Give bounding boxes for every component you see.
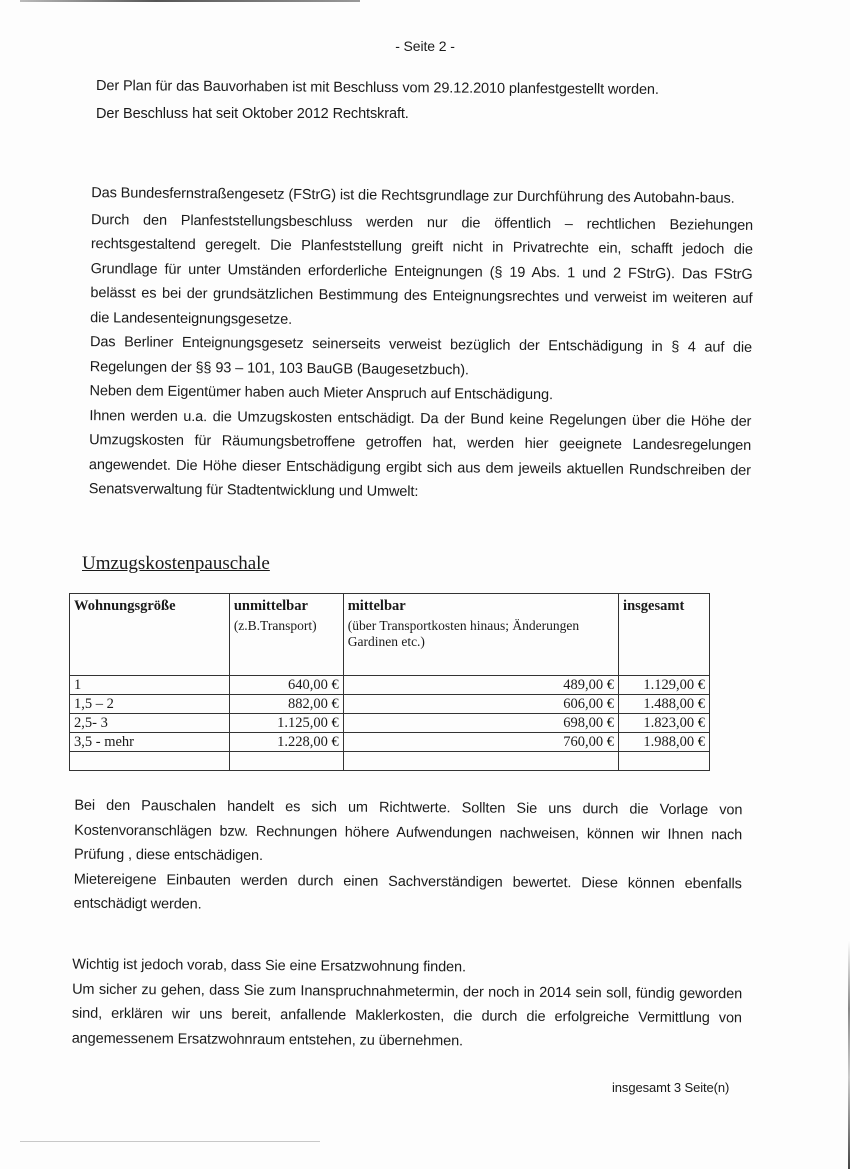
table-row bbox=[70, 714, 710, 733]
empty-cell bbox=[229, 752, 343, 771]
table-row bbox=[70, 676, 710, 695]
paragraph-berliner-enteignungsgesetz: Das Berliner Enteignungsgesetz seinerseits verweist bezüglich der Entschädigung in § 4 auf die Regelungen der §§ 93 – 101, 103 BauGB (Baugesetzbuch). bbox=[89, 334, 753, 378]
cell-unmittelbar: 1.125,00 € bbox=[229, 714, 343, 733]
scan-edge-top bbox=[20, 0, 360, 2]
paragraph-ersatzwohnung: Wichtig ist jedoch vorab, dass Sie eine Ersatzwohnung finden. bbox=[72, 956, 467, 976]
table-heading: Umzugskostenpauschale bbox=[82, 553, 270, 574]
table-row-empty bbox=[70, 752, 710, 771]
table-row bbox=[70, 733, 710, 752]
cell-unmittelbar: 882,00 € bbox=[229, 695, 343, 714]
cell-size: 1 bbox=[70, 676, 230, 695]
column-header-wohnungsgroesse: Wohnungsgröße bbox=[70, 594, 230, 676]
body-text-block bbox=[89, 181, 754, 507]
intro-line-1: Der Plan für das Bauvorhaben ist mit Beschluss vom 29.12.2010 planfestgestellt worden. bbox=[95, 78, 659, 98]
paragraph-umzugskosten: Ihnen werden u.a. die Umzugskosten entschädigt. Da der Bund keine Regelungen über die Höhe der Umzugskosten für Räumungsbetroffene getroffen hat, werden hier geeignete Landesregelungen angewendet. Die Höhe dieser Entschädigung ergibt sich aus dem jeweils aktuellen Rundschreiben der Senatsverwaltung für Stadtentwicklung und Umwelt: bbox=[88, 407, 752, 500]
intro-line-2: Der Beschluss hat seit Oktober 2012 Rechtskraft. bbox=[96, 106, 409, 122]
paragraph-richtwerte: Bei den Pauschalen handelt es sich um Richtwerte. Sollten Sie uns durch die Vorlage von Kostenvoranschlägen bzw. Rechnungen höhere Aufwendungen nachweisen, können wir Ihnen nach Prüfung , diese entschädigen. bbox=[73, 797, 743, 864]
empty-cell bbox=[343, 752, 618, 771]
paragraph-maklerkosten: Um sicher zu gehen, dass Sie zum Inanspruchnahmetermin, der noch in 2014 sein soll, fündig geworden sind, erklären wir uns bereit, anfallende Maklerkosten, die durch die erfolgreiche Vermittlung von angemessenem Ersatzwohnraum entstehen, zu übernehmen. bbox=[71, 981, 743, 1049]
umzugskosten-table bbox=[69, 593, 710, 771]
page-count-footer: insgesamt 3 Seite(n) bbox=[612, 1080, 730, 1095]
cell-mittelbar: 606,00 € bbox=[343, 695, 618, 714]
scan-edge-bottom bbox=[20, 1141, 320, 1142]
cell-mittelbar: 698,00 € bbox=[343, 714, 618, 733]
table-row bbox=[70, 695, 710, 714]
column-header-unmittelbar: unmittelbar (z.B.Transport) bbox=[229, 594, 343, 676]
paragraph-fstrg: Das Bundesfernstraßengesetz (FStrG) ist die Rechtsgrundlage zur Durchführung des Autobahn-baus. bbox=[91, 185, 735, 207]
closing-block bbox=[72, 953, 743, 1056]
cell-unmittelbar: 640,00 € bbox=[229, 676, 343, 695]
cell-insgesamt: 1.823,00 € bbox=[619, 714, 710, 733]
cell-size: 2,5- 3 bbox=[70, 714, 230, 733]
after-table-block bbox=[74, 794, 743, 921]
cell-size: 1,5 – 2 bbox=[70, 695, 230, 714]
paragraph-planfeststellung: Durch den Planfeststellungsbeschluss werden nur die öffentlich – rechtlichen Beziehungen rechtsgestaltend geregelt. Die Planfeststellung greift nicht in Privatrechte ein, schafft jedoch die Grundlage für unter Umständen erforderliche Enteignungen (§ 19 Abs. 1 und 2 FStrG). Das FStrG belässt es bei der grundsätzlichen Bestimmung des Enteignungsrechtes und verweist im weiteren auf die Landesenteignungsgesetze. bbox=[90, 211, 754, 328]
empty-cell bbox=[619, 752, 710, 771]
cell-mittelbar: 760,00 € bbox=[343, 733, 618, 752]
page-number-header: - Seite 2 - bbox=[395, 38, 455, 54]
column-header-insgesamt: insgesamt bbox=[619, 594, 710, 676]
empty-cell bbox=[70, 752, 230, 771]
cell-unmittelbar: 1.228,00 € bbox=[229, 733, 343, 752]
cell-insgesamt: 1.988,00 € bbox=[619, 733, 710, 752]
cell-insgesamt: 1.488,00 € bbox=[619, 695, 710, 714]
paragraph-einbauten: Mietereigene Einbauten werden durch einen Sachverständigen bewertet. Diese können ebenfalls entschädigt werden. bbox=[73, 871, 742, 913]
cell-mittelbar: 489,00 € bbox=[343, 676, 618, 695]
column-header-mittelbar: mittelbar (über Transportkosten hinaus; Änderungen Gardinen etc.) bbox=[343, 594, 618, 676]
cell-insgesamt: 1.129,00 € bbox=[619, 676, 710, 695]
table-header-row bbox=[70, 594, 710, 676]
cell-size: 3,5 - mehr bbox=[70, 733, 230, 752]
paragraph-mieter-anspruch: Neben dem Eigentümer haben auch Mieter Anspruch auf Entschädigung. bbox=[89, 383, 553, 404]
